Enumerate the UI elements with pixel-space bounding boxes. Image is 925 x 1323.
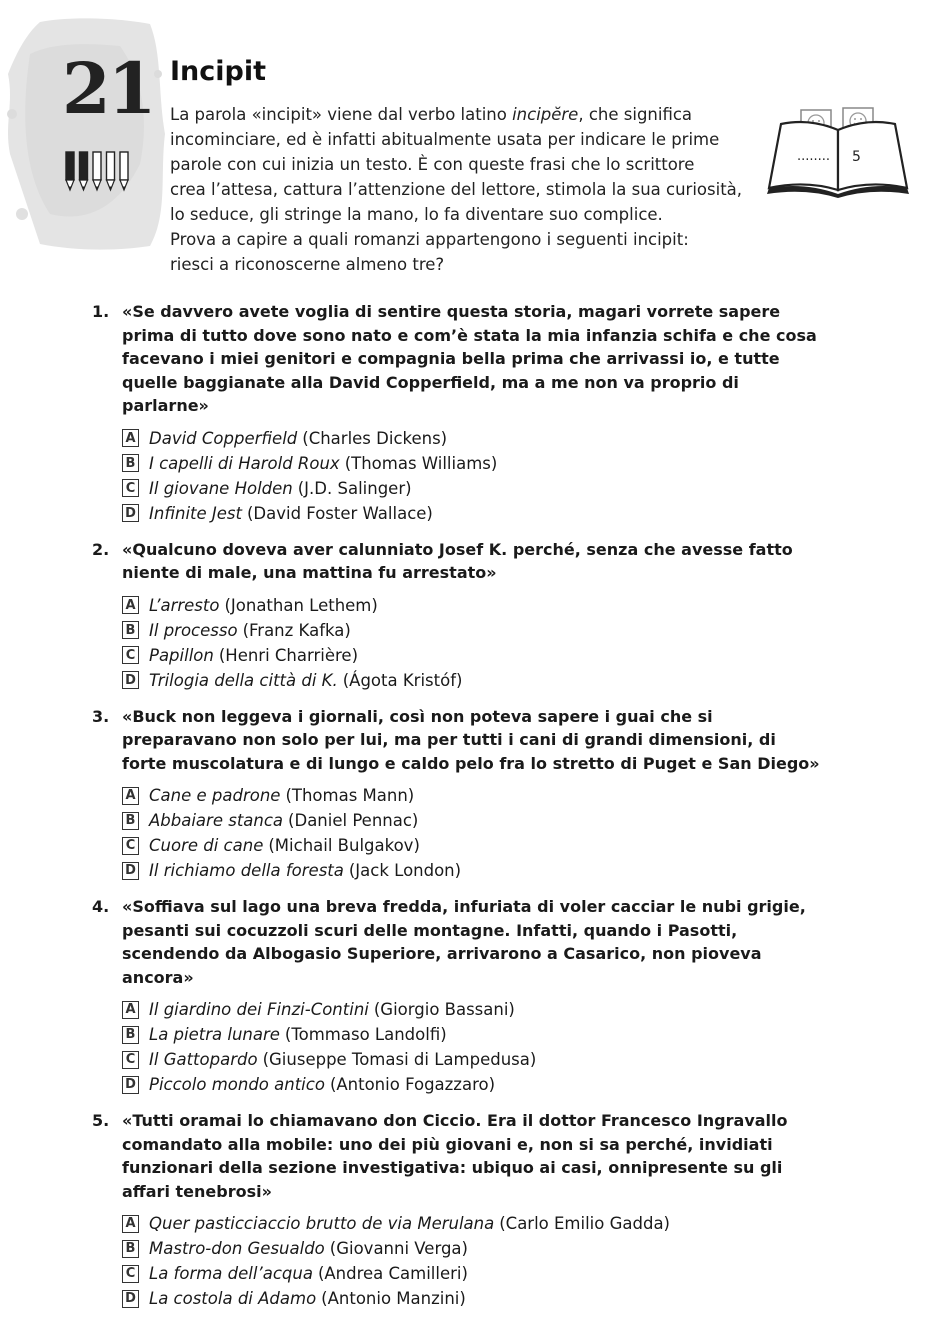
option-letter-box[interactable]: A: [122, 1001, 139, 1019]
question-number: 3.: [92, 706, 110, 726]
option-letter-box[interactable]: C: [122, 646, 139, 664]
option-letter-box[interactable]: D: [122, 504, 139, 522]
option-letter-box[interactable]: B: [122, 1026, 139, 1044]
intro-text-run: lo seduce, gli stringe la mano, lo fa diventare suo complice.: [170, 205, 663, 224]
book-title: Cuore di cane: [149, 836, 264, 855]
book-author: (Henri Charrière): [218, 645, 359, 665]
pencil-empty-icon: [93, 152, 101, 190]
book-title: Il giovane Holden: [149, 478, 293, 498]
intro-text-run: , che significa: [578, 105, 693, 124]
book-title: Trilogia della città di K.: [149, 670, 338, 690]
book-title: David Copperfield: [149, 428, 298, 448]
exercise-number: 21: [62, 47, 154, 130]
book-author: (J.D. Salinger): [297, 478, 412, 498]
book-title: La costola di Adamo: [149, 1289, 317, 1308]
book-title: Il Gattopardo: [149, 1050, 258, 1069]
answer-option-d[interactable]: [122, 858, 832, 883]
book-title: Il richiamo della foresta: [149, 861, 344, 880]
answer-option-b[interactable]: [122, 808, 832, 833]
book-title: L’arresto: [149, 595, 220, 615]
book-title: I capelli di Harold Roux: [149, 453, 340, 473]
answer-options: [122, 997, 832, 1097]
book-title: Papillon: [149, 645, 214, 665]
question-4: [92, 895, 832, 1097]
option-letter-box[interactable]: C: [122, 1051, 139, 1069]
book-author: (Thomas Mann): [285, 786, 415, 805]
question-incipit-text: «Se davvero avete voglia di sentire questa storia, magari vorrete sapere prima di tutto dove sono nato e com’è stata la mia infanzia schifa e che cosa facevano i miei genitori e compagnia bella prima che arrivassi io, e tutte quelle baggianate alla David Copperfield, ma a me non va proprio di parlarne»: [122, 302, 817, 415]
answer-option-d[interactable]: [122, 1286, 832, 1311]
intro-line: [170, 127, 770, 152]
answer-option-a[interactable]: [122, 997, 832, 1022]
book-author: (Thomas Williams): [344, 453, 498, 473]
answer-option-b[interactable]: [122, 1022, 832, 1047]
intro-line: [170, 102, 770, 127]
book-title: Abbaiare stanca: [149, 811, 284, 830]
option-letter-box[interactable]: B: [122, 1240, 139, 1258]
intro-text-run: parole con cui inizia un testo. È con queste frasi che lo scrittore: [170, 155, 695, 174]
difficulty-pencils-icon: [64, 150, 134, 192]
book-title: Cane e padrone: [149, 786, 281, 805]
score-blank: ........: [797, 149, 831, 164]
answer-option-b[interactable]: [122, 451, 832, 476]
intro-italic-word: incipĕre: [512, 105, 579, 124]
intro-line: [170, 202, 770, 227]
option-letter-box[interactable]: D: [122, 1290, 139, 1308]
book-author: (Antonio Fogazzaro): [329, 1075, 496, 1094]
answer-option-b[interactable]: [122, 618, 832, 643]
intro-text-run: riesci a riconoscerne almeno tre?: [170, 255, 445, 274]
book-author: (Tommaso Landolfi): [284, 1025, 447, 1044]
question-incipit-text: «Buck non leggeva i giornali, così non poteva sapere i guai che si preparavano non solo per lui, ma per tutti i cani di grandi dimensioni, di forte muscolatura e di lungo e caldo pelo fra lo stretto di Puget e San Diego»: [122, 706, 820, 773]
exercise-title: Incipit: [170, 56, 267, 87]
question-header: [92, 300, 832, 418]
answer-option-a[interactable]: [122, 1211, 832, 1236]
question-number: 2.: [92, 539, 110, 559]
intro-line: [170, 152, 770, 177]
answer-options: [122, 426, 832, 526]
pencil-filled-icon: [66, 152, 74, 190]
book-title: La pietra lunare: [149, 1025, 280, 1044]
intro-text-run: La parola «incipit» viene dal verbo latino: [170, 105, 513, 124]
intro-line: [170, 177, 770, 202]
intro-text-run: incominciare, ed è infatti abitualmente usata per indicare le prime: [170, 130, 720, 149]
book-title: La forma dell’acqua: [149, 1264, 313, 1283]
question-3: [92, 705, 832, 884]
book-title: Il giardino dei Finzi-Contini: [149, 1000, 369, 1019]
answer-option-c[interactable]: [122, 833, 832, 858]
intro-text: [170, 102, 770, 277]
book-title: Piccolo mondo antico: [149, 1075, 325, 1094]
answer-option-d[interactable]: [122, 668, 832, 693]
question-number: 5.: [92, 1111, 110, 1130]
question-list: [92, 300, 832, 1323]
option-letter-box[interactable]: D: [122, 671, 139, 689]
answer-option-a[interactable]: [122, 783, 832, 808]
book-author: (David Foster Wallace): [246, 503, 433, 523]
question-header: [92, 538, 832, 585]
book-title: Mastro-don Gesualdo: [149, 1239, 325, 1258]
question-header: [92, 895, 832, 989]
book-author: (Charles Dickens): [302, 428, 448, 448]
book-author: (Daniel Pennac): [288, 811, 419, 830]
score-max: 5: [852, 149, 861, 165]
option-letter-box[interactable]: C: [122, 837, 139, 855]
question-incipit-text: «Qualcuno doveva aver calunniato Josef K. perché, senza che avesse fatto niente di male, una mattina fu arrestato»: [122, 539, 793, 582]
answer-option-d[interactable]: [122, 501, 832, 526]
book-author: (Antonio Manzini): [321, 1289, 466, 1308]
option-letter-box[interactable]: B: [122, 621, 139, 639]
answer-option-a[interactable]: [122, 426, 832, 451]
question-header: [92, 1109, 832, 1203]
book-author: (Michail Bulgakov): [268, 836, 420, 855]
pencil-empty-icon: [120, 152, 128, 190]
intro-line: [170, 227, 770, 252]
option-letter-box[interactable]: A: [122, 596, 139, 614]
answer-option-c[interactable]: [122, 476, 832, 501]
answer-option-b[interactable]: [122, 1236, 832, 1261]
option-letter-box[interactable]: A: [122, 1215, 139, 1233]
answer-option-c[interactable]: [122, 643, 832, 668]
answer-option-d[interactable]: [122, 1072, 832, 1097]
book-author: (Andrea Camilleri): [317, 1264, 468, 1283]
intro-line: [170, 252, 770, 277]
option-letter-box[interactable]: B: [122, 812, 139, 830]
book-title: Infinite Jest: [149, 503, 242, 523]
question-number: 4.: [92, 897, 110, 916]
option-letter-box[interactable]: A: [122, 429, 139, 447]
question-5: [92, 1109, 832, 1311]
question-1: [92, 300, 832, 526]
question-number: 1.: [92, 302, 110, 321]
pencil-empty-icon: [107, 152, 115, 190]
option-letter-box[interactable]: C: [122, 1265, 139, 1283]
option-letter-box[interactable]: A: [122, 787, 139, 805]
book-title: Il processo: [149, 620, 238, 640]
answer-option-a[interactable]: [122, 593, 832, 618]
pencil-filled-icon: [80, 152, 88, 190]
question-incipit-text: «Tutti oramai lo chiamavano don Ciccio. Era il dottor Francesco Ingravallo comandato alla mobile: uno dei più giovani e, non si sa perché, invidiati funzionari della sezione investigativa: ubiquo ai casi, onnipresente su gli affari tenebrosi»: [122, 1111, 788, 1201]
book-author: (Giorgio Bassani): [373, 1000, 515, 1019]
answer-option-c[interactable]: [122, 1261, 832, 1286]
option-letter-box[interactable]: D: [122, 862, 139, 880]
answer-options: [122, 783, 832, 883]
book-author: (Giovanni Verga): [329, 1239, 468, 1258]
open-book-score-icon: [765, 106, 913, 198]
book-author: (Jonathan Lethem): [224, 595, 378, 615]
book-author: (Ágota Kristóf): [342, 670, 463, 690]
book-title: Quer pasticciaccio brutto de via Merulana: [149, 1214, 495, 1233]
question-2: [92, 538, 832, 693]
answer-options: [122, 593, 832, 693]
option-letter-box[interactable]: C: [122, 479, 139, 497]
book-author: (Carlo Emilio Gadda): [499, 1214, 670, 1233]
book-author: (Giuseppe Tomasi di Lampedusa): [262, 1050, 537, 1069]
book-author: (Jack London): [348, 861, 462, 880]
question-header: [92, 705, 832, 776]
question-incipit-text: «Soffiava sul lago una breva fredda, infuriata di voler cacciar le nubi grigie, pesanti sui cocuzzoli scuri delle montagne. Infatti, quando i Pasotti, scendendo da Albogasio Superiore, arrivarono a Casarico, non pioveva ancora»: [122, 897, 806, 987]
answer-option-c[interactable]: [122, 1047, 832, 1072]
intro-text-run: crea l’attesa, cattura l’attenzione del lettore, stimola la sua curiosità,: [170, 180, 743, 199]
book-author: (Franz Kafka): [242, 620, 351, 640]
option-letter-box[interactable]: D: [122, 1076, 139, 1094]
intro-text-run: Prova a capire a quali romanzi appartengono i seguenti incipit:: [170, 230, 689, 249]
answer-options: [122, 1211, 832, 1311]
option-letter-box[interactable]: B: [122, 454, 139, 472]
